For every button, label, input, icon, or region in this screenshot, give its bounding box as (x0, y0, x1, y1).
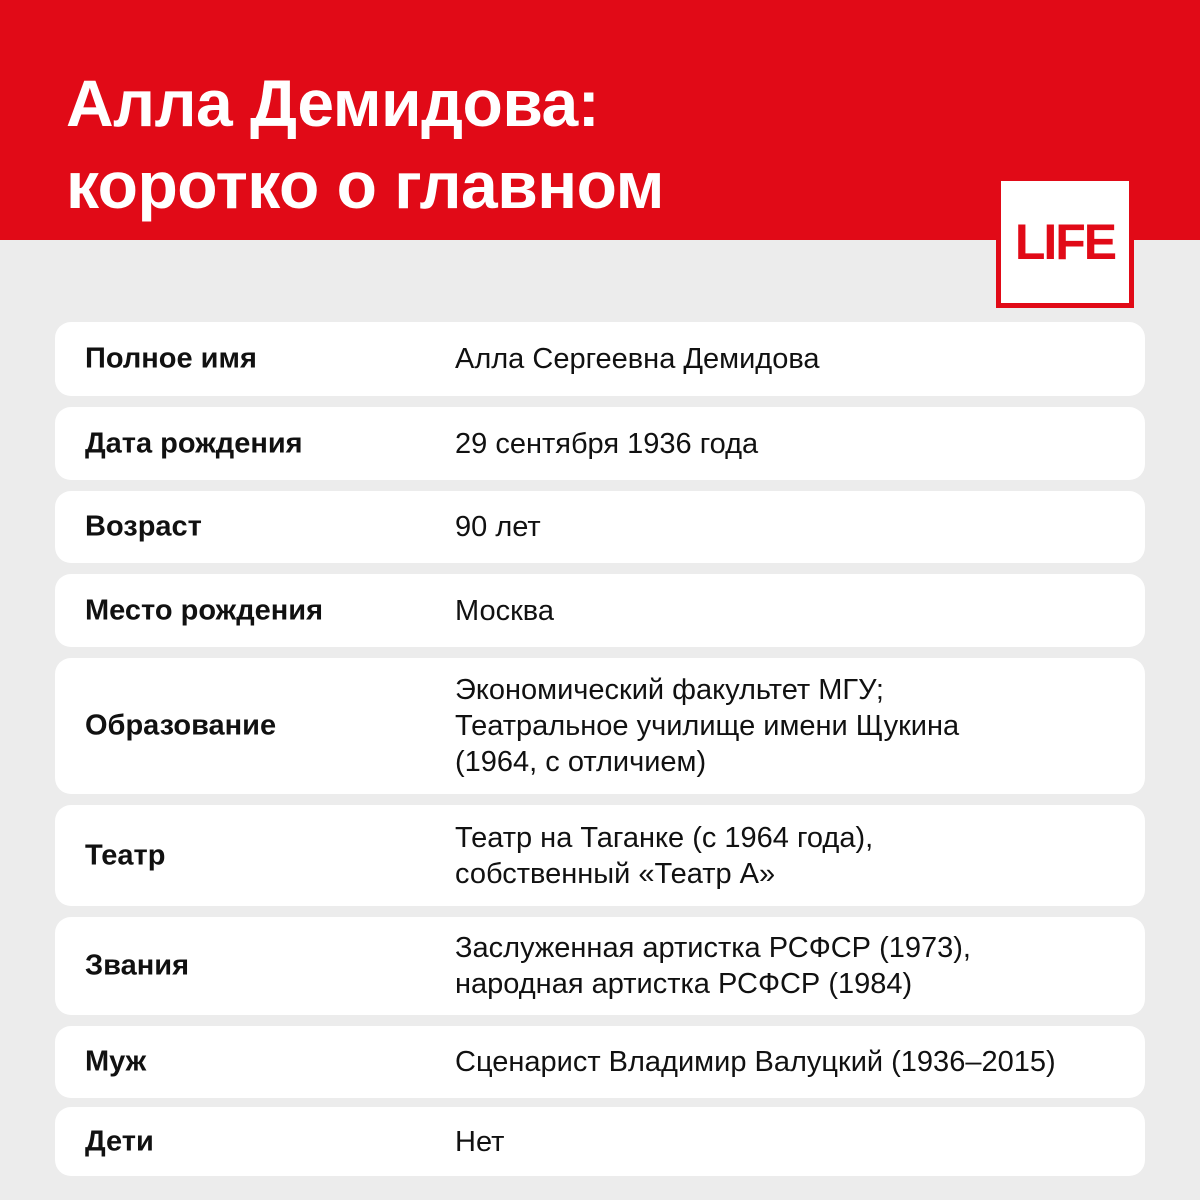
row-value-line: собственный «Театр А» (455, 857, 776, 890)
row-label: Полное имя (85, 342, 257, 375)
title-line-2: коротко о главном (66, 148, 664, 222)
row-full-name (55, 322, 1145, 396)
row-titles (55, 917, 1145, 1015)
row-value-line: Нет (455, 1125, 505, 1158)
row-husband (55, 1026, 1145, 1098)
row-theatre (55, 805, 1145, 906)
row-value-line: Экономический факультет МГУ; (455, 674, 884, 706)
row-children (55, 1107, 1145, 1176)
row-birth-date (55, 407, 1145, 480)
logo-text: LIFE (1014, 214, 1116, 270)
page-title (66, 62, 664, 226)
row-value (455, 593, 1135, 629)
row-value (455, 672, 1135, 780)
row-label: Дети (85, 1125, 154, 1157)
row-value-line: народная артистка РСФСР (1984) (455, 968, 913, 1000)
row-value (455, 509, 1135, 545)
row-value (455, 930, 1135, 1002)
row-value (455, 1044, 1135, 1080)
row-value-line: Заслуженная артистка РСФСР (1973), (455, 932, 971, 964)
row-label: Дата рождения (85, 427, 303, 459)
row-age (55, 491, 1145, 563)
row-label: Театр (85, 839, 166, 871)
row-value-line: Сценарист Владимир Валуцкий (1936–2015) (455, 1046, 1056, 1078)
row-label: Муж (85, 1045, 147, 1078)
row-birthplace (55, 574, 1145, 647)
row-label: Место рождения (85, 594, 324, 626)
title-line-1: Алла Демидова: (66, 66, 600, 140)
row-value-line: Театр на Таганке (с 1964 года), (455, 821, 874, 854)
row-value-line: Театральное училище имени Щукина (455, 710, 960, 742)
row-label: Образование (85, 709, 277, 742)
row-value (455, 426, 1135, 462)
row-label: Возраст (85, 510, 202, 543)
row-value (455, 1124, 1135, 1160)
row-value-line: Москва (455, 594, 555, 627)
row-value (455, 820, 1135, 892)
row-education (55, 658, 1145, 794)
row-value-line: Алла Сергеевна Демидова (455, 343, 820, 375)
row-value-line: (1964, с отличием) (455, 746, 707, 778)
row-label: Звания (85, 949, 190, 982)
row-value-line: 90 лет (455, 511, 541, 543)
life-logo (996, 176, 1134, 308)
row-value (455, 341, 1135, 377)
row-value-line: 29 сентября 1936 года (455, 427, 759, 460)
